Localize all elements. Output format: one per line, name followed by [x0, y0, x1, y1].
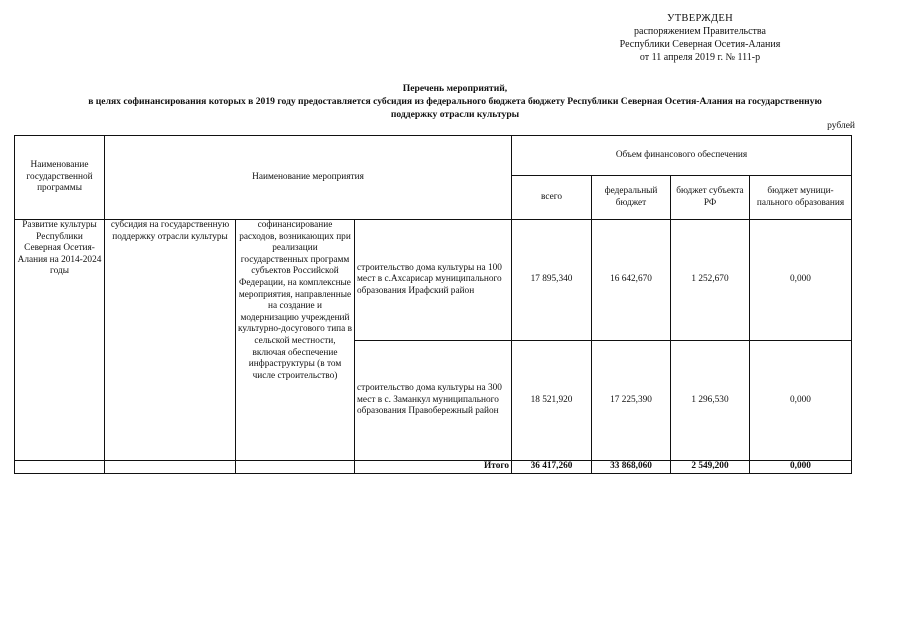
currency-unit: рублей: [827, 121, 855, 131]
header-federal: федеральный бюджет: [592, 176, 671, 220]
subsidy-cell: субсидия на государственную поддержку отрасли культуры: [105, 220, 236, 461]
federal-cell: 16 642,670: [592, 220, 671, 341]
regional-cell: 1 296,530: [671, 341, 750, 461]
federal-cell: 17 225,390: [592, 341, 671, 461]
header-funding: Объем финансового обеспечения: [512, 136, 852, 176]
totals-federal: 33 868,060: [592, 461, 671, 474]
totals-total: 36 417,260: [512, 461, 592, 474]
totals-municipal: 0,000: [750, 461, 852, 474]
approval-line-2: Республики Северная Осетия-Алания: [619, 39, 781, 50]
program-cell: Развитие культуры Республики Северная Осетия-Алания на 2014-2024 годы: [15, 220, 105, 461]
totals-regional: 2 549,200: [671, 461, 750, 474]
approval-stamp: УТВЕРЖДЕН: [666, 13, 733, 24]
title-line-3: поддержку отрасли культуры: [390, 109, 520, 120]
header-municipal: бюджет муници-пального образования: [750, 176, 852, 220]
document-title: [20, 82, 890, 121]
municipal-cell: 0,000: [750, 220, 852, 341]
regional-cell: 1 252,670: [671, 220, 750, 341]
municipal-cell: 0,000: [750, 341, 852, 461]
header-program: Наименование государственной программы: [15, 136, 105, 220]
funding-table: [14, 135, 852, 474]
header-activity: Наименование мероприятия: [105, 136, 512, 220]
empty-cell: [15, 461, 105, 474]
object-cell: строительство дома культуры на 100 мест в с.Ахсарисар муниципального образования Ирафский район: [355, 220, 512, 341]
header-regional: бюджет субъекта РФ: [671, 176, 750, 220]
approval-line-3: от 11 апреля 2019 г. № 111-р: [639, 52, 761, 63]
empty-cell: [236, 461, 355, 474]
total-cell: 18 521,920: [512, 341, 592, 461]
approval-line-1: распоряжением Правительства: [634, 26, 766, 37]
empty-cell: [105, 461, 236, 474]
total-cell: 17 895,340: [512, 220, 592, 341]
table-row: [15, 220, 852, 341]
title-line-1: Перечень мероприятий,: [402, 83, 508, 94]
object-cell: строительство дома культуры на 300 мест в с. Заманкул муниципального образования Правобережный район: [355, 341, 512, 461]
approval-block: [560, 12, 840, 64]
title-line-2: в целях софинансирования которых в 2019 году предоставляется субсидия из федерального бюджета бюджету Республики Северная Осетия-Алания на государственную: [88, 96, 822, 107]
cofinancing-cell: софинансирование расходов, возникающих при реализации государственных программ субъектов Российской Федерации, на комплексные мероприятия, направленные на создание и модернизацию учреждений культурно-досугового типа в сельской местности, включая обеспечение инфраструктуры (в том числе строительство): [236, 220, 355, 461]
header-total: всего: [512, 176, 592, 220]
totals-label: Итого: [355, 461, 512, 474]
totals-row: [15, 461, 852, 474]
header-row-1: [15, 136, 852, 176]
